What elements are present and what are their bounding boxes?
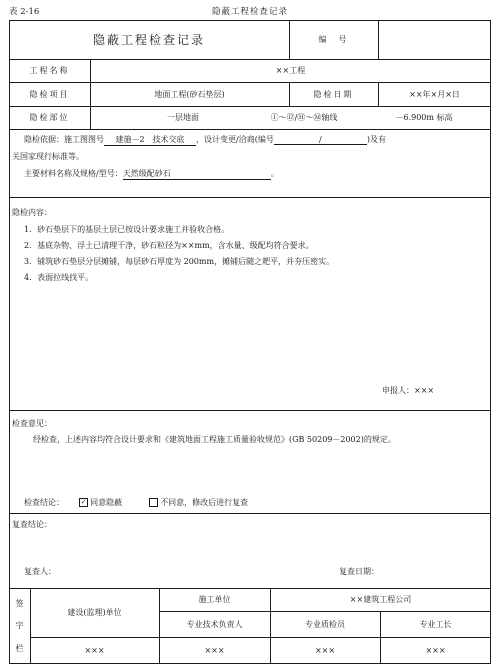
number-field[interactable] [378, 20, 491, 59]
tech-lead-label: 专业技术负责人 [186, 619, 243, 629]
signature-column-label [9, 592, 30, 660]
project-name-value: ××工程 [275, 66, 306, 75]
part-axis: ①～⑫/Ⓗ～Ⓜ轴线 [270, 113, 338, 122]
construction-unit-value: ××建筑工程公司 [349, 595, 412, 604]
rule [9, 129, 491, 130]
review-date-label: 复查日期： [339, 567, 379, 576]
foreman-signature: ××× [425, 646, 446, 655]
basis-mid: ，设计变更/洽商(编号 [196, 135, 274, 144]
inspection-item-value: 地面工程(砂石垫层) [154, 89, 225, 99]
sign-char: 字 [15, 621, 24, 631]
material-label: 主要材料名称及规格/型号： [24, 169, 123, 178]
basis-suffix: )及有 [366, 135, 386, 144]
change-number-field: / [274, 135, 367, 145]
sign-char: 签 [15, 598, 24, 608]
drawing-number-field: 建施－2 技术交底 [104, 134, 196, 146]
project-name-label: 工程名称 [29, 66, 70, 75]
agree-label: 同意隐蔽 [90, 498, 123, 507]
conclusion-label: 检查结论： [24, 498, 64, 507]
basis-line-1 [24, 134, 386, 146]
part-floor: 一层地面 [167, 113, 199, 122]
quality-inspector-signature: ××× [314, 646, 336, 655]
content-item: 1．砂石垫层下的基层土层已按设计要求施工并验收合格。 [24, 225, 230, 234]
reporter-label: 申报人： [382, 386, 414, 395]
number-label: 编 号 [318, 35, 349, 44]
agree-checkbox[interactable]: ✓ [80, 497, 87, 506]
material-value: 天然级配砂石 [123, 168, 271, 180]
disagree-label: 不同意，修改后进行复查 [160, 498, 249, 507]
content-item: 4．表面拉线找平。 [24, 273, 94, 282]
supervision-unit-label: 建设(监理)单位 [67, 608, 122, 617]
reporter-line [382, 385, 434, 396]
content-item: 3．铺筑砂石垫层分层摊铺，每层砂石厚度为 200mm，摊铺后随之耙平，并夯压密实。 [24, 257, 335, 266]
basis-prefix: 隐检依据：施工图图号 [24, 135, 104, 144]
basis-line-2: 关国家现行标准等。 [12, 152, 84, 161]
table-number: 表 2-16 [9, 7, 40, 17]
part-elevation: －6.900m 标高 [395, 113, 453, 122]
opinion-label: 检查意见： [12, 419, 52, 428]
tech-lead-signature: ××× [204, 646, 225, 655]
inspection-date-value: ××年×月×日 [409, 89, 460, 99]
inspection-item-label: 隐检项目 [29, 89, 70, 99]
construction-unit-label: 施工单位 [198, 595, 231, 604]
document-title: 隐蔽工程检查记录 [211, 7, 288, 17]
review-label: 复查结论： [12, 520, 52, 529]
opinion-text: 经检查，上述内容均符合设计要求和《建筑地面工程施工质量验收规范》(GB 50209－2002)的规定。 [33, 435, 396, 444]
material-line [24, 168, 279, 180]
reviewer-label: 复查人： [24, 567, 56, 576]
disagree-checkbox[interactable] [149, 498, 158, 507]
quality-inspector-label: 专业质检员 [305, 619, 345, 629]
sign-char: 栏 [15, 644, 24, 654]
form-title: 隐蔽工程检查记录 [92, 33, 205, 47]
material-end: 。 [270, 169, 279, 178]
content-label: 隐检内容： [12, 208, 52, 217]
inspection-date-label: 隐检日期 [313, 89, 354, 99]
supervision-signature: ××× [84, 646, 105, 655]
content-item: 2．基底杂物、浮土已清理干净，砂石粒径为××mm，含水量、级配均符合要求。 [24, 241, 314, 250]
conclusion-line [24, 497, 248, 508]
reporter-value: ××× [414, 386, 435, 395]
foreman-label: 专业工长 [419, 619, 452, 629]
inspection-part-label: 隐检部位 [29, 113, 70, 122]
rule [9, 410, 491, 411]
rule [9, 197, 491, 198]
rule [9, 513, 491, 514]
